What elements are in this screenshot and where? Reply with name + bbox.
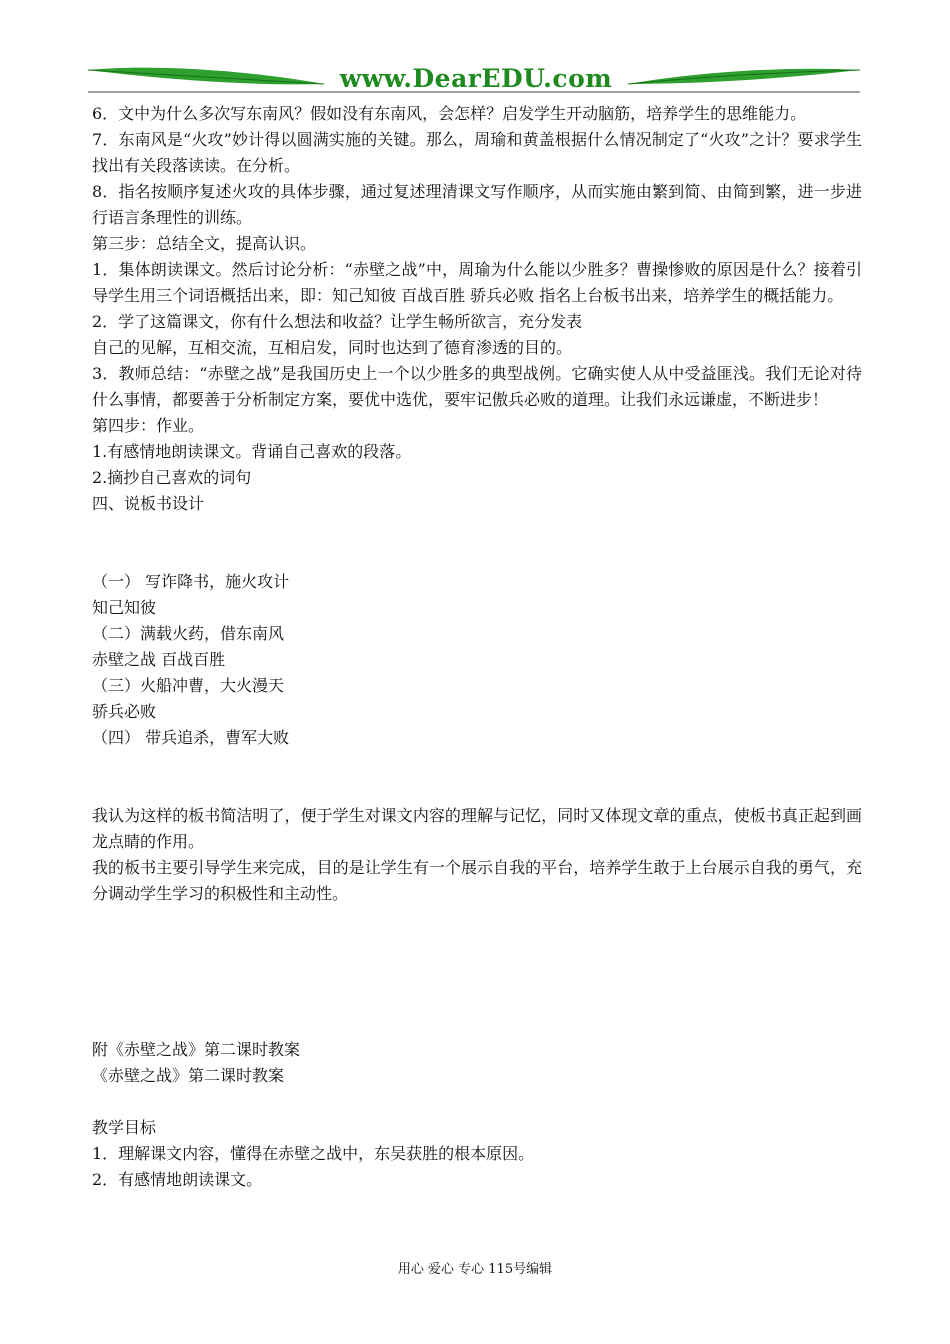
board-line: 骄兵必败 xyxy=(92,702,157,721)
paragraph: 1．理解课文内容，懂得在赤壁之战中，东吴获胜的根本原因。 xyxy=(92,1144,535,1163)
page-footer: 用心 爱心 专心 115号编辑 xyxy=(397,1262,553,1277)
paragraph: 自己的见解，互相交流，互相启发，同时也达到了德育渗透的目的。 xyxy=(92,338,573,357)
paragraph: 7．东南风是“火攻”妙计得以圆满实施的关键。那么，周瑜和黄盖根据什么情况制定了“火攻”之计？要求学生找出有关段落读读。在分析。 xyxy=(92,130,862,175)
paragraph: 我认为这样的板书简洁明了，便于学生对课文内容的理解与记忆，同时又体现文章的重点，使板书真正起到画龙点睛的作用。 xyxy=(92,806,862,851)
board-line: （四） 带兵追杀，曹军大败 xyxy=(92,728,290,747)
board-line: （三）火船冲曹，大火漫天 xyxy=(92,676,285,695)
paragraph: 1.有感情地朗读课文。背诵自己喜欢的段落。 xyxy=(92,442,412,461)
section-heading: 教学目标 xyxy=(92,1118,157,1137)
lesson-plan-title: 《赤壁之战》第二课时教案 xyxy=(92,1066,285,1085)
paragraph: 8．指名按顺序复述火攻的具体步骤，通过复述理清课文写作顺序，从而实施由繁到简、由简到繁，进一步进行语言条理性的训练。 xyxy=(92,182,862,227)
section-heading: 第四步：作业。 xyxy=(92,416,205,435)
appendix-title: 附《赤壁之战》第二课时教案 xyxy=(92,1040,301,1059)
board-line: （二）满载火药，借东南风 xyxy=(92,624,285,643)
section-heading: 四、说板书设计 xyxy=(92,494,205,513)
board-line: （一） 写诈降书，施火攻计 xyxy=(92,572,290,591)
document-body xyxy=(92,101,862,1193)
paragraph: 3．教师总结：“赤壁之战”是我国历史上一个以少胜多的典型战例。它确实使人从中受益匪浅。我们无论对待什么事情，都要善于分析制定方案，要优中选优，要牢记傲兵必败的道理。让我们永远谦虚，不断进步！ xyxy=(92,364,862,409)
paragraph: 1．集体朗读课文。然后讨论分析：“赤壁之战”中，周瑜为什么能以少胜多？曹操惨败的原因是什么？接着引导学生用三个词语概括出来，即：知己知彼 百战百胜 骄兵必败 指名上台板书出来，培养学生的概括能力。 xyxy=(92,260,862,305)
paragraph: 2．有感情地朗读课文。 xyxy=(92,1170,263,1189)
paragraph: 我的板书主要引导学生来完成，目的是让学生有一个展示自我的平台，培养学生敢于上台展示自我的勇气，充分调动学生学习的积极性和主动性。 xyxy=(92,858,862,903)
board-line: 知己知彼 xyxy=(92,598,157,617)
site-header-banner xyxy=(88,62,860,102)
paragraph: 2．学了这篇课文，你有什么想法和收益？让学生畅所欲言，充分发表 xyxy=(92,312,583,331)
board-line: 赤壁之战 百战百胜 xyxy=(92,650,226,669)
site-logo-text: www.DearEDU.com xyxy=(339,64,613,93)
paragraph: 6．文中为什么多次写东南风？假如没有东南风，会怎样？启发学生开动脑筋，培养学生的思维能力。 xyxy=(92,104,807,123)
section-heading: 第三步：总结全文，提高认识。 xyxy=(92,234,317,253)
paragraph: 2.摘抄自己喜欢的词句 xyxy=(92,468,252,487)
